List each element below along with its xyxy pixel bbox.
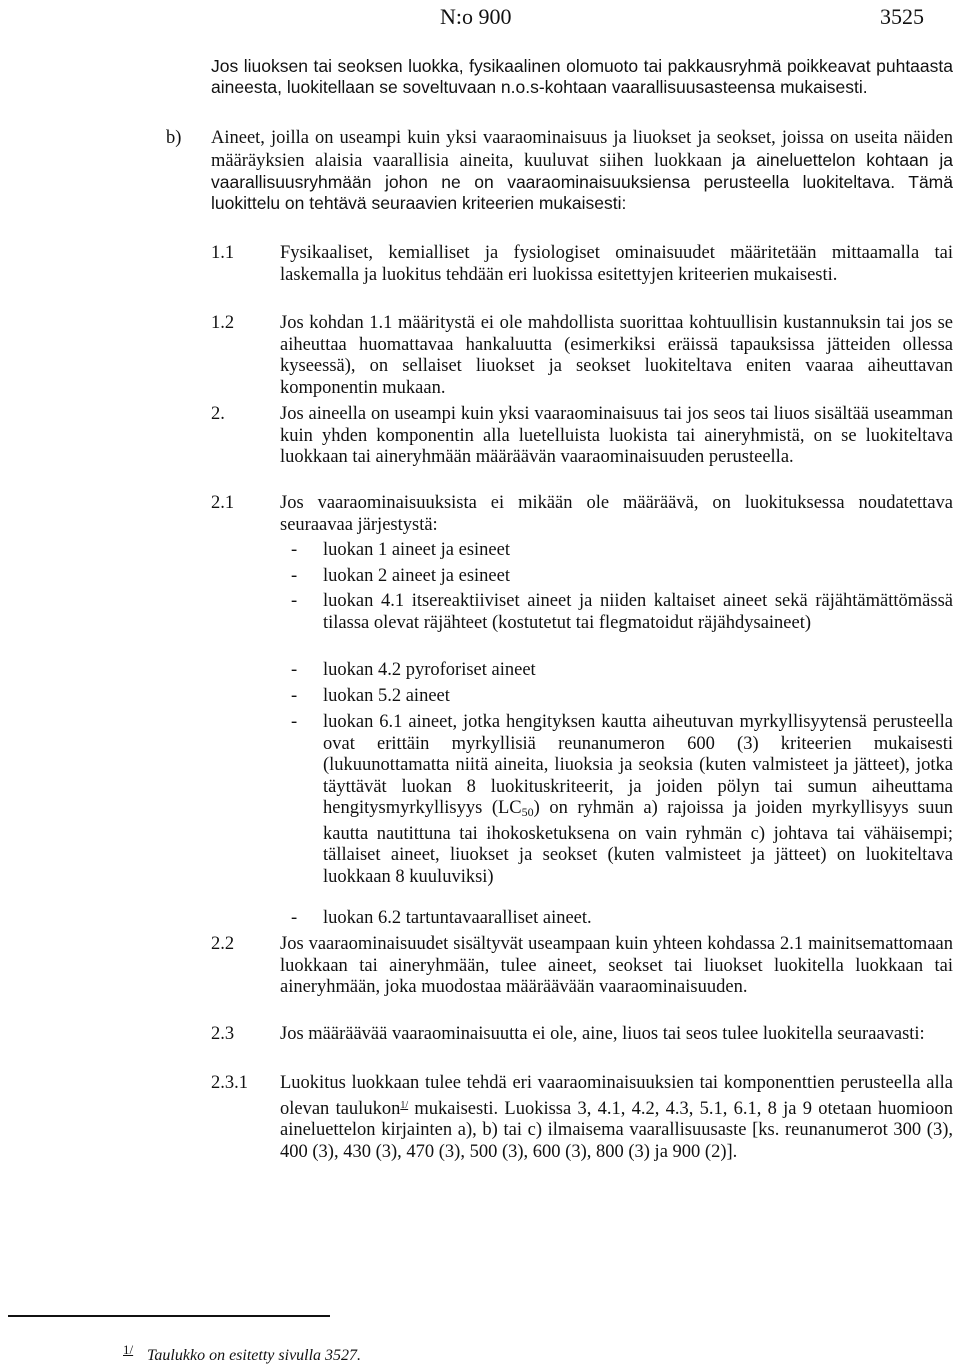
item-1-1-text: Fysikaaliset, kemialliset ja fysiologiset ominaisuudet määritetään mittaamalla tai laskemalla ja luokitus tehdään eri luokissa esitettyjen kriteerien mukaisesti. bbox=[280, 243, 953, 285]
list-item: luokan 4.2 pyroforiset aineet bbox=[323, 660, 536, 680]
list-dash: - bbox=[291, 712, 298, 732]
list-item: luokan 6.2 tartuntavaaralliset aineet. bbox=[323, 908, 592, 928]
list-item-6-1-part2: ) on ryhmän a) rajoissa ja joiden myrkyllisyys suun kautta nautittuna tai ihokosketuksena on vain ryhmän c) johtava tai vähäisempi; tällaiset aineet, liuokset ja seokset (kuten valmisteet ja jätteet) on luokiteltava luokkaan 8 kuuluviksi) bbox=[323, 798, 953, 887]
list-item: luokan 2 aineet ja esineet bbox=[323, 566, 510, 586]
list-dash: - bbox=[291, 908, 298, 928]
list-dash: - bbox=[291, 591, 298, 611]
list-item-6-1 bbox=[323, 712, 953, 888]
footnote-text: Taulukko on esitetty sivulla 3527. bbox=[147, 1347, 362, 1364]
list-item: luokan 1 aineet ja esineet bbox=[323, 540, 510, 560]
item-1-1-label: 1.1 bbox=[211, 243, 235, 263]
page-number: 3525 bbox=[880, 4, 924, 29]
document-number: N:o 900 bbox=[440, 4, 512, 29]
item-b-sans-text: ja aineluettelon kohtaan ja vaarallisuusryhmään johon ne on vaaraominaisuuksiensa perusteella luokiteltava. Tämä luokittelu on tehtävä seuraavien kriteerien mukaisesti: bbox=[211, 149, 954, 213]
list-item: luokan 4.1 itsereaktiiviset aineet ja niiden kaltaiset aineet sekä räjähtämättömässä tilassa olevat räjähteet (kostutetut tai flegmatoidut räjähdysaineet) bbox=[323, 591, 953, 633]
item-b-serif-text: Aineet, joilla on useampi kuin yksi vaaraominaisuus ja liuokset ja seokset, joissa on useita näiden määräyksien alaisia vaarallisia aineita, kuuluvat siihen luokkaan bbox=[211, 128, 953, 171]
item-b-paragraph bbox=[211, 128, 953, 214]
list-dash: - bbox=[291, 686, 298, 706]
item-2-label: 2. bbox=[211, 404, 225, 424]
list-dash: - bbox=[291, 660, 298, 680]
footnote-divider bbox=[8, 1315, 330, 1317]
item-2-2-label: 2.2 bbox=[211, 934, 235, 954]
item-2-3-1-text bbox=[280, 1073, 953, 1163]
item-2-3-label: 2.3 bbox=[211, 1024, 235, 1044]
list-item-6-1-part1: luokan 6.1 aineet, jotka hengityksen kautta aiheutuvan myrkyllisyytensä perusteella ovat erittäin myrkyllisiä reunanumeron 600 (3) kriteerien mukaisesti (lukuunottamatta niitä aineita, liuoksia ja seoksia (kuten valmisteet ja jätteet), jotka täyttävät luokan 8 luokituskriteerit, ja joiden pölyn tai sumun aiheuttama hengitysmyrkyllisyys (LC bbox=[323, 712, 953, 818]
intro-paragraph: Jos liuoksen tai seoksen luokka, fysikaalinen olomuoto tai pakkausryhmä poikkeavat puhtaasta aineesta, luokitellaan se soveltuvaan n.o.s-kohtaan vaarallisuusasteensa mukaisesti. bbox=[211, 56, 953, 97]
item-2-text: Jos aineella on useampi kuin yksi vaaraominaisuus tai jos seos tai liuos sisältää useamman kuin yhden komponentin alla luetelluista luokista tai aineryhmistä, on se luokiteltava luokkaan tai aineryhmään määräävän vaaraominaisuuden perusteella. bbox=[280, 404, 953, 467]
list-dash: - bbox=[291, 540, 298, 560]
item-b-label: b) bbox=[166, 128, 182, 148]
item-1-2-text: Jos kohdan 1.1 määritystä ei ole mahdollista suorittaa kohtuullisin kustannuksin tai jos se aiheuttaa huomattavaa hankaluutta (esimerkiksi eräissä tapauksissa jätteiden ollessa kyseessä), on sellaiset liuokset ja seokset luokiteltava eniten vaaraa aiheuttavan komponentin mukaan. bbox=[280, 313, 953, 398]
item-2-3-1-part2: mukaisesti. Luokissa 3, 4.1, 4.2, 4.3, 5.1, 6.1, 8 ja 9 otetaan huomioon aineluettelon kirjainten a), b) tai c) ilmaisema vaarallisuusaste [ks. reunanumerot 300 (3), 400 (3), 430 (3), 470 (3), 500 (3), 600 (3), 800 (3) ja 900 (2)]. bbox=[280, 1098, 953, 1162]
item-2-3-1-label: 2.3.1 bbox=[211, 1073, 248, 1093]
list-item: luokan 5.2 aineet bbox=[323, 686, 450, 706]
item-2-1-label: 2.1 bbox=[211, 493, 235, 513]
list-dash: - bbox=[291, 566, 298, 586]
item-2-3-text: Jos määräävää vaaraominaisuutta ei ole, aine, liuos tai seos tulee luokitella seuraavasti: bbox=[280, 1024, 925, 1044]
item-1-2-label: 1.2 bbox=[211, 313, 235, 333]
footnote-reference[interactable]: 1/ bbox=[400, 1099, 409, 1111]
lc50-subscript: 50 bbox=[521, 805, 534, 819]
item-2-1-text: Jos vaaraominaisuuksista ei mikään ole määräävä, on luokituksessa noudatettava seuraavaa järjestystä: bbox=[280, 493, 953, 535]
item-2-2-text: Jos vaaraominaisuudet sisältyvät useampaan kuin yhteen kohdassa 2.1 mainitsemattomaan luokkaan tai aineryhmään, tulee aineet, seokset tai liuokset luokitella luokkaan tai aineryhmään, joka muodostaa määräävään vaaraominaisuuden. bbox=[280, 934, 953, 997]
footnote-mark: 1/ bbox=[123, 1342, 134, 1357]
item-2-3-1-part1: Luokitus luokkaan tulee tehdä eri vaaraominaisuuksien tai komponenttien perusteella alla olevan taulukon bbox=[280, 1073, 953, 1119]
